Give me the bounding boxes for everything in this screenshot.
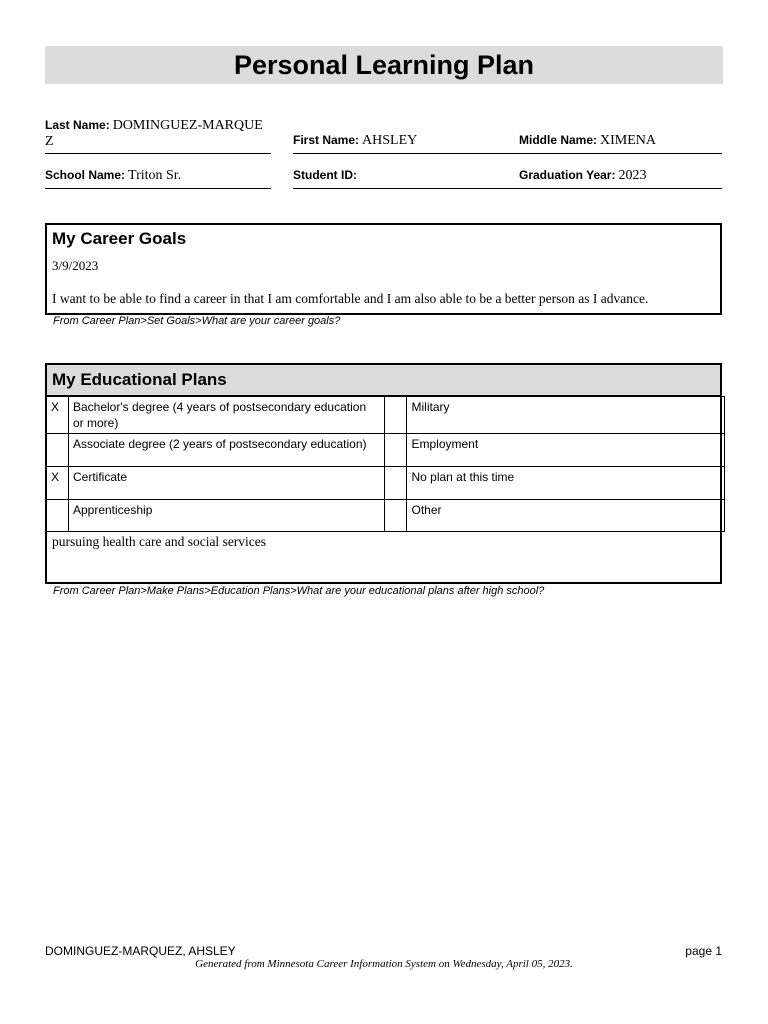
plan-mark xyxy=(384,467,407,500)
plan-mark xyxy=(47,434,69,467)
plan-mark xyxy=(384,397,407,434)
table-row xyxy=(47,434,725,467)
first-name-label: First Name: xyxy=(293,133,360,147)
title-bar xyxy=(45,46,723,84)
plan-mark xyxy=(384,434,407,467)
first-name-value: AHSLEY xyxy=(362,133,418,148)
educational-plans-header xyxy=(47,365,720,396)
table-row xyxy=(47,467,725,500)
career-goals-source: From Career Plan>Set Goals>What are your career goals? xyxy=(53,315,341,327)
plan-label: Associate degree (2 years of postsecondary education) xyxy=(68,434,384,467)
educational-plans-table xyxy=(46,396,725,532)
career-goals-heading: My Career Goals xyxy=(52,229,187,248)
last-name-label: Last Name: xyxy=(45,118,110,132)
graduation-year-value: 2023 xyxy=(618,168,647,183)
middle-name-label: Middle Name: xyxy=(519,133,598,147)
plan-label: Bachelor's degree (4 years of postsecondary education or more) xyxy=(68,397,384,434)
plan-mark xyxy=(384,500,407,532)
plan-label: Military xyxy=(407,397,725,434)
plan-label: Apprenticeship xyxy=(68,500,384,532)
graduation-year-label: Graduation Year: xyxy=(519,168,616,182)
plan-label: Certificate xyxy=(68,467,384,500)
graduation-year-field xyxy=(519,168,722,189)
plan-label: No plan at this time xyxy=(407,467,725,500)
educational-plans-box xyxy=(45,363,722,584)
student-id-label: Student ID: xyxy=(293,168,357,182)
last-name-field xyxy=(45,118,271,154)
table-row xyxy=(47,500,725,532)
educational-plans-notes: pursuing health care and social services xyxy=(52,534,267,549)
career-goals-text: I want to be able to find a career in that I am comfortable and I am also able to be a better person as I advance. xyxy=(52,291,649,306)
page-title: Personal Learning Plan xyxy=(233,49,535,80)
plan-mark: X xyxy=(47,397,69,434)
school-name-field xyxy=(45,168,271,189)
table-row xyxy=(47,397,725,434)
student-id-field xyxy=(293,168,519,189)
educational-plans-heading: My Educational Plans xyxy=(52,370,227,389)
school-name-value: Triton Sr. xyxy=(128,168,182,183)
educational-plans-source: From Career Plan>Make Plans>Education Plans>What are your educational plans after high school? xyxy=(53,585,545,597)
plan-mark: X xyxy=(47,467,69,500)
last-name-value: DOMINGUEZ-MARQUEZ xyxy=(45,118,263,149)
career-goals-box xyxy=(45,223,722,315)
plan-label: Employment xyxy=(407,434,725,467)
plan-label: Other xyxy=(407,500,725,532)
career-goals-date: 3/9/2023 xyxy=(52,258,99,273)
school-name-label: School Name: xyxy=(45,168,126,182)
footer-student-name: DOMINGUEZ-MARQUEZ, AHSLEY xyxy=(45,944,236,958)
middle-name-field xyxy=(519,133,722,154)
first-name-field xyxy=(293,133,519,154)
plan-mark xyxy=(47,500,69,532)
footer-generated-note: Generated from Minnesota Career Information System on Wednesday, April 05, 2023. xyxy=(195,958,573,970)
middle-name-value: XIMENA xyxy=(600,133,657,148)
footer-page-number: page 1 xyxy=(685,944,722,958)
